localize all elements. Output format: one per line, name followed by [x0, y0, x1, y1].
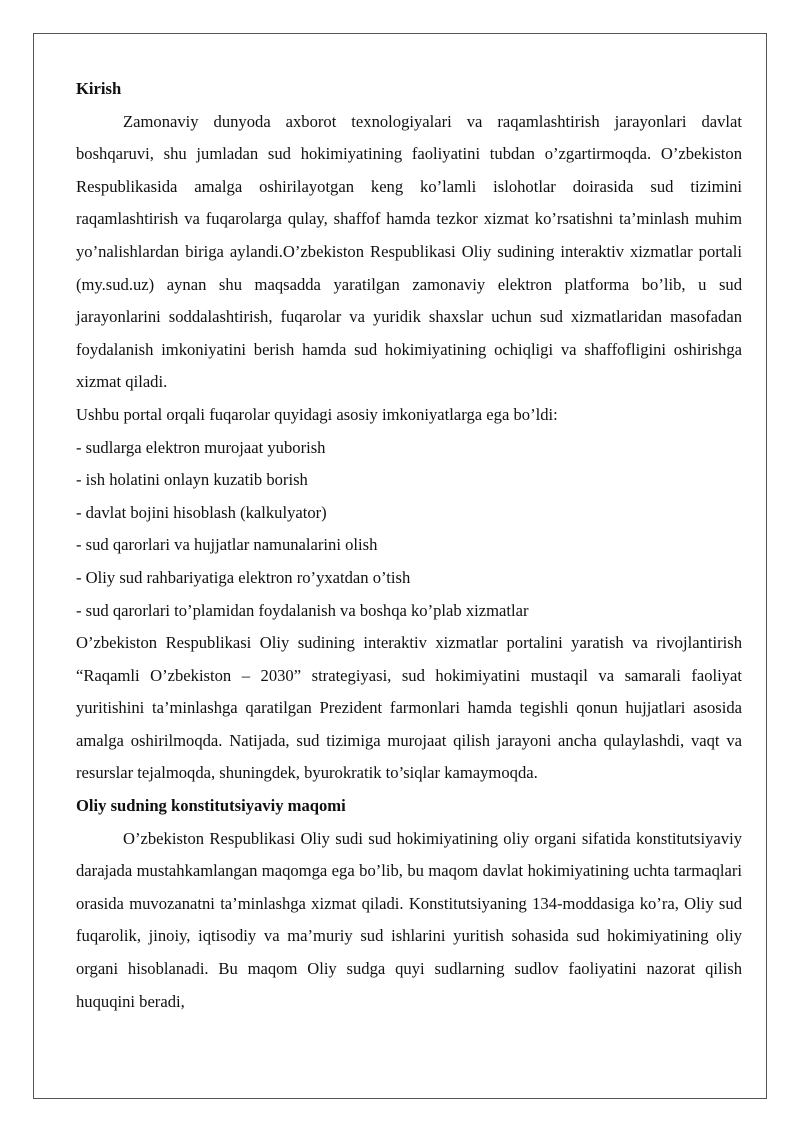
- list-item: - sud qarorlari to’plamidan foydalanish va boshqa ko’plab xizmatlar: [76, 600, 529, 620]
- intro-heading: Kirish: [76, 79, 122, 98]
- intro-paragraph-1: Zamonaviy dunyoda axborot texnologiyalari va raqamlashtirish jarayonlari davlat boshqaruvi, shu jumladan sud hokimiyatining faoliyatini tubdan o’zgartirmoqda. O’zbekiston Respublikasida amalga oshirilayotgan keng ko’lamli islohotlar doirasida sud tizimini raqamlashtirish va fuqarolarga qulay, shaffof hamda tezkor xizmat ko’rsatishni ta’minlash muhim yo’nalishlardan biriga aylandi.O’zbekiston Respublikasi Oliy sudining interaktiv xizmatlar portali (my.sud.uz) aynan shu maqsadda yaratilgan zamonaviy elektron platforma bo’lib, u sud jarayonlarini soddalashtirish, fuqarolar va yuridik shaxslar uchun sud xizmatlaridan masofadan foydalanish imkoniyatini berish hamda sud hokimiyatining ochiqligi va shaffofligini oshirishga xizmat qiladi.: [76, 111, 742, 392]
- section-heading: Oliy sudning konstitutsiyaviy maqomi: [76, 796, 346, 816]
- section-paragraph-1: O’zbekiston Respublikasi Oliy sudi sud hokimiyatining oliy organi sifatida konstitutsiyaviy darajada mustahkamlangan maqomga ega bo’lib, bu maqom davlat hokimiyatining uchta tarmaqlari orasida muvozanatni ta’minlashga xizmat qiladi. Konstitutsiyaning 134-moddasiga ko’ra, Oliy sud fuqarolik, jinoiy, iqtisodiy va ma’muriy sud ishlarini yuritish sohasida sud hokimiyatining oliy organi hisoblanadi. Bu maqom Oliy sudga quyi sudlarning sudlov faoliyatini nazorat qilish huquqini beradi,: [76, 828, 742, 1011]
- list-item: - Oliy sud rahbariyatiga elektron ro’yxatdan o’tish: [76, 567, 411, 587]
- list-item: - sud qarorlari va hujjatlar namunalarini olish: [76, 535, 378, 555]
- list-item: - ish holatini onlayn kuzatib borish: [76, 470, 308, 490]
- list-intro: Ushbu portal orqali fuqarolar quyidagi asosiy imkoniyatlarga ega bo’ldi:: [76, 404, 558, 424]
- document-body: [76, 73, 742, 1018]
- list-item: - davlat bojini hisoblash (kalkulyator): [76, 502, 327, 522]
- intro-paragraph-2: O’zbekiston Respublikasi Oliy sudining interaktiv xizmatlar portalini yaratish va rivojlantirish “Raqamli O’zbekiston – 2030” strategiyasi, sud hokimiyatini mustaqil va samarali faoliyat yuritishini ta’minlashga qaratilgan Prezident farmonlari hamda tegishli qonun hujjatlari asosida amalga oshirilmoqda. Natijada, sud tizimiga murojaat qilish jarayoni ancha qulaylashdi, vaqt va resurslar tejalmoqda, shuningdek, byurokratik to’siqlar kamaymoqda.: [76, 633, 742, 783]
- features-list: [76, 432, 742, 628]
- list-item: - sudlarga elektron murojaat yuborish: [76, 437, 326, 457]
